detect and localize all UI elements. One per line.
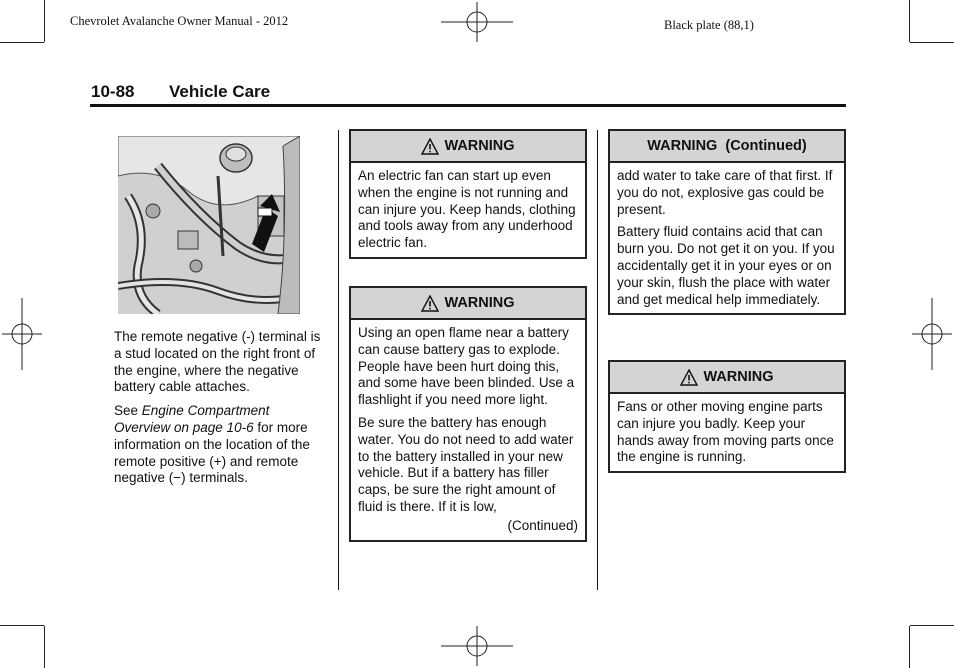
warning-heading: WARNING	[444, 138, 515, 154]
crop-mark	[910, 42, 954, 43]
registration-mark-bottom	[441, 626, 513, 666]
crop-mark	[0, 625, 44, 626]
warning-box-electric-fan	[349, 129, 587, 259]
warning-text: Fans or other moving engine parts can injure you badly. Keep your hands away from moving parts once the engine is running.	[617, 399, 834, 465]
crop-mark	[44, 626, 45, 668]
left-column	[114, 329, 328, 494]
warning-triangle-icon	[421, 138, 439, 155]
terminal-description: The remote negative (-) terminal is a stud located on the right front of the engine, where the negative battery cable attaches.	[114, 329, 321, 395]
warning-text: An electric fan can start up even when the engine is not running and can injure you. Keep hands, clothing and tools away from any underhood electric fan.	[358, 168, 576, 251]
plate-label: Black plate (88,1)	[664, 18, 754, 32]
warning-text: Using an open flame near a battery can cause battery gas to explode. People have been hurt doing this, and some have been blinded. Use a flashlight if you need more light.	[358, 325, 575, 408]
column-divider	[597, 130, 598, 590]
cross-reference-link[interactable]: Engine Compartment Overview on page 10-6	[114, 403, 270, 435]
page-number: 10-88	[91, 82, 135, 101]
warning-text: add water to take care of that first. If you do not, explosive gas could be present.	[617, 168, 833, 217]
warning-heading: WARNING (Continued)	[647, 138, 807, 154]
continued-label: (Continued)	[507, 517, 578, 533]
warning-header	[351, 131, 585, 163]
crop-mark	[0, 42, 44, 43]
see-also-paragraph: See Engine Compartment Overview on page 10-6 for more information on the location of the remote positive (+) and remote negative (−) terminals.	[114, 403, 310, 486]
warning-header	[610, 362, 844, 394]
crop-mark	[910, 625, 954, 626]
warning-box-open-flame	[349, 286, 587, 542]
warning-box-moving-parts	[608, 360, 846, 473]
manual-title: Chevrolet Avalanche Owner Manual - 2012	[70, 14, 289, 28]
warning-heading: WARNING	[444, 295, 515, 311]
column-divider	[338, 130, 339, 590]
engine-compartment-photo	[118, 136, 300, 314]
warning-heading: WARNING	[703, 369, 774, 385]
registration-mark-right	[912, 298, 952, 370]
section-title: Vehicle Care	[169, 82, 271, 101]
crop-mark	[909, 0, 910, 42]
registration-mark-top	[441, 2, 513, 42]
warning-triangle-icon	[421, 295, 439, 312]
section-header	[90, 80, 846, 107]
warning-text: Battery fluid contains acid that can burn you. Do not get it on you. If you accidentally get it in your eyes or on your skin, flush the place with water and get medical help immediately.	[617, 224, 835, 307]
warning-header	[351, 288, 585, 320]
warning-text: Be sure the battery has enough water. You do not need to add water to the battery installed in your new vehicle. But if a battery has filler caps, be sure the right amount of fluid is there. If it is low,	[358, 414, 574, 514]
registration-mark-left	[2, 298, 42, 370]
warning-triangle-icon	[680, 369, 698, 386]
warning-header	[610, 131, 844, 163]
crop-mark	[44, 0, 45, 42]
warning-box-continued	[608, 129, 846, 315]
crop-mark	[909, 626, 910, 668]
